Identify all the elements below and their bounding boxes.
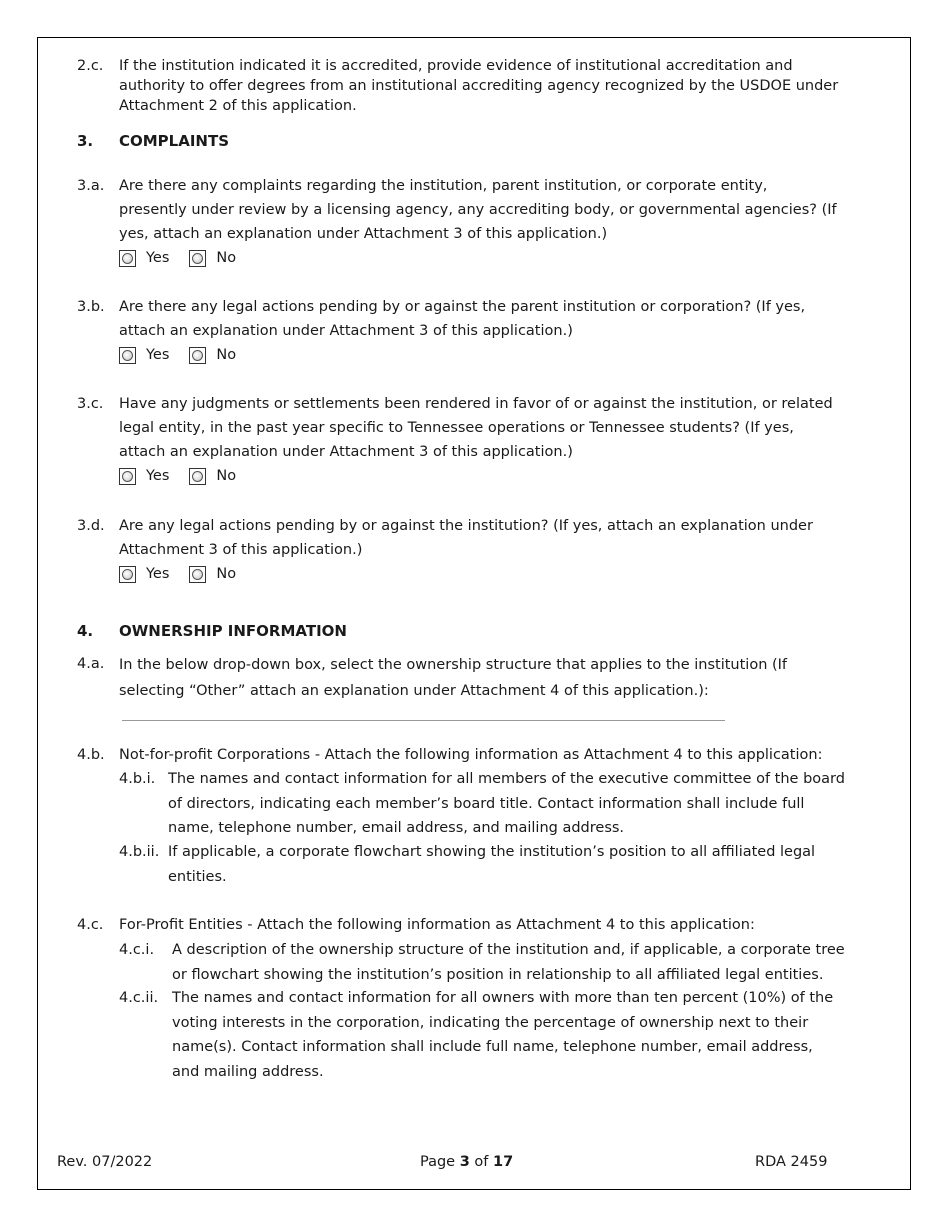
radio-label-yes: Yes bbox=[146, 347, 170, 363]
radio-3d-yes[interactable] bbox=[119, 566, 169, 583]
ownership-structure-dropdown[interactable] bbox=[122, 720, 725, 721]
page-prefix: Page bbox=[420, 1154, 456, 1170]
radio-label-yes: Yes bbox=[146, 566, 170, 582]
page-current: 3 bbox=[459, 1154, 470, 1170]
radio-label-no: No bbox=[216, 566, 237, 582]
footer-form-id: RDA 2459 bbox=[755, 1154, 828, 1170]
section-title-ownership: OWNERSHIP INFORMATION bbox=[119, 622, 347, 640]
radio-button-icon[interactable] bbox=[119, 566, 136, 583]
page-total: 17 bbox=[493, 1154, 514, 1170]
radio-label-no: No bbox=[216, 347, 237, 363]
item-text-3d: Are any legal actions pending by or against the institution? (If yes, attach an explanation under Attachment 3 of this application.) bbox=[119, 518, 813, 558]
item-number-3b: 3.b. bbox=[77, 299, 105, 315]
radio-group-3b bbox=[119, 344, 256, 366]
item-number-4cii: 4.c.ii. bbox=[119, 990, 159, 1006]
item-text-3a: Are there any complaints regarding the institution, parent institution, or corporate entity, presently under review by a licensing agency, any accrediting body, or governmental agencies? (If yes, attach an explanation under Attachment 3 of this application.) bbox=[119, 178, 837, 242]
radio-button-icon[interactable] bbox=[189, 347, 206, 364]
radio-label-no: No bbox=[216, 468, 237, 484]
section-number-3: 3. bbox=[77, 132, 94, 150]
item-text-4cii: The names and contact information for all owners with more than ten percent (10%) of the voting interests in the corporation, indicating the percentage of ownership next to their name(s). Contact information shall include full name, telephone number, email address, and mailing address. bbox=[172, 990, 834, 1080]
item-text-2c: If the institution indicated it is accredited, provide evidence of institutional accreditation and authority to offer degrees from an institutional accrediting agency recognized by the USDOE under Attachment 2 of this application. bbox=[119, 58, 839, 114]
item-number-2c: 2.c. bbox=[77, 58, 104, 74]
radio-label-no: No bbox=[216, 250, 237, 266]
radio-3c-yes[interactable] bbox=[119, 468, 169, 485]
item-number-4a: 4.a. bbox=[77, 656, 105, 672]
radio-button-icon[interactable] bbox=[119, 468, 136, 485]
radio-3d-no[interactable] bbox=[189, 566, 236, 583]
item-text-4a: In the below drop-down box, select the ownership structure that applies to the institution (If selecting “Other” attach an explanation under Attachment 4 of this application.): bbox=[119, 657, 788, 699]
radio-button-icon[interactable] bbox=[189, 250, 206, 267]
radio-button-icon[interactable] bbox=[119, 250, 136, 267]
radio-label-yes: Yes bbox=[146, 250, 170, 266]
item-number-4bi: 4.b.i. bbox=[119, 771, 156, 787]
item-number-3c: 3.c. bbox=[77, 396, 104, 412]
radio-group-3a bbox=[119, 247, 256, 269]
footer-page-number bbox=[420, 1154, 513, 1170]
item-text-4b: Not-for-profit Corporations - Attach the following information as Attachment 4 to this application: bbox=[119, 747, 823, 763]
item-text-4c: For-Profit Entities - Attach the following information as Attachment 4 to this application: bbox=[119, 917, 755, 933]
page-of: of bbox=[474, 1154, 489, 1170]
item-text-4bi: The names and contact information for all members of the executive committee of the board of directors, indicating each member’s board title. Contact information shall include full name, telephone number, email address, and mailing address. bbox=[168, 771, 845, 836]
item-number-4bii: 4.b.ii. bbox=[119, 844, 160, 860]
radio-3a-yes[interactable] bbox=[119, 250, 169, 267]
item-text-3b: Are there any legal actions pending by or against the parent institution or corporation? (If yes, attach an explanation under Attachment 3 of this application.) bbox=[119, 299, 806, 339]
radio-3b-no[interactable] bbox=[189, 347, 236, 364]
footer-revision: Rev. 07/2022 bbox=[57, 1154, 153, 1170]
radio-3b-yes[interactable] bbox=[119, 347, 169, 364]
radio-button-icon[interactable] bbox=[189, 468, 206, 485]
item-number-3d: 3.d. bbox=[77, 518, 105, 534]
radio-button-icon[interactable] bbox=[119, 347, 136, 364]
item-text-4ci: A description of the ownership structure of the institution and, if applicable, a corporate tree or flowchart showing the institution’s position in relationship to all affiliated legal entities. bbox=[172, 942, 845, 983]
radio-3c-no[interactable] bbox=[189, 468, 236, 485]
item-number-4c: 4.c. bbox=[77, 917, 104, 933]
item-text-4bii: If applicable, a corporate flowchart showing the institution’s position to all affiliated legal entities. bbox=[168, 844, 816, 885]
radio-label-yes: Yes bbox=[146, 468, 170, 484]
radio-group-3c bbox=[119, 465, 256, 487]
item-number-4ci: 4.c.i. bbox=[119, 942, 155, 958]
radio-3a-no[interactable] bbox=[189, 250, 236, 267]
item-text-3c: Have any judgments or settlements been rendered in favor of or against the institution, or related legal entity, in the past year specific to Tennessee operations or Tennessee students? (If yes, attach an explanation under Attachment 3 of this application.) bbox=[119, 396, 833, 460]
item-number-3a: 3.a. bbox=[77, 178, 105, 194]
section-title-complaints: COMPLAINTS bbox=[119, 132, 230, 150]
radio-button-icon[interactable] bbox=[189, 566, 206, 583]
radio-group-3d bbox=[119, 563, 256, 585]
section-number-4: 4. bbox=[77, 622, 94, 640]
item-number-4b: 4.b. bbox=[77, 747, 105, 763]
